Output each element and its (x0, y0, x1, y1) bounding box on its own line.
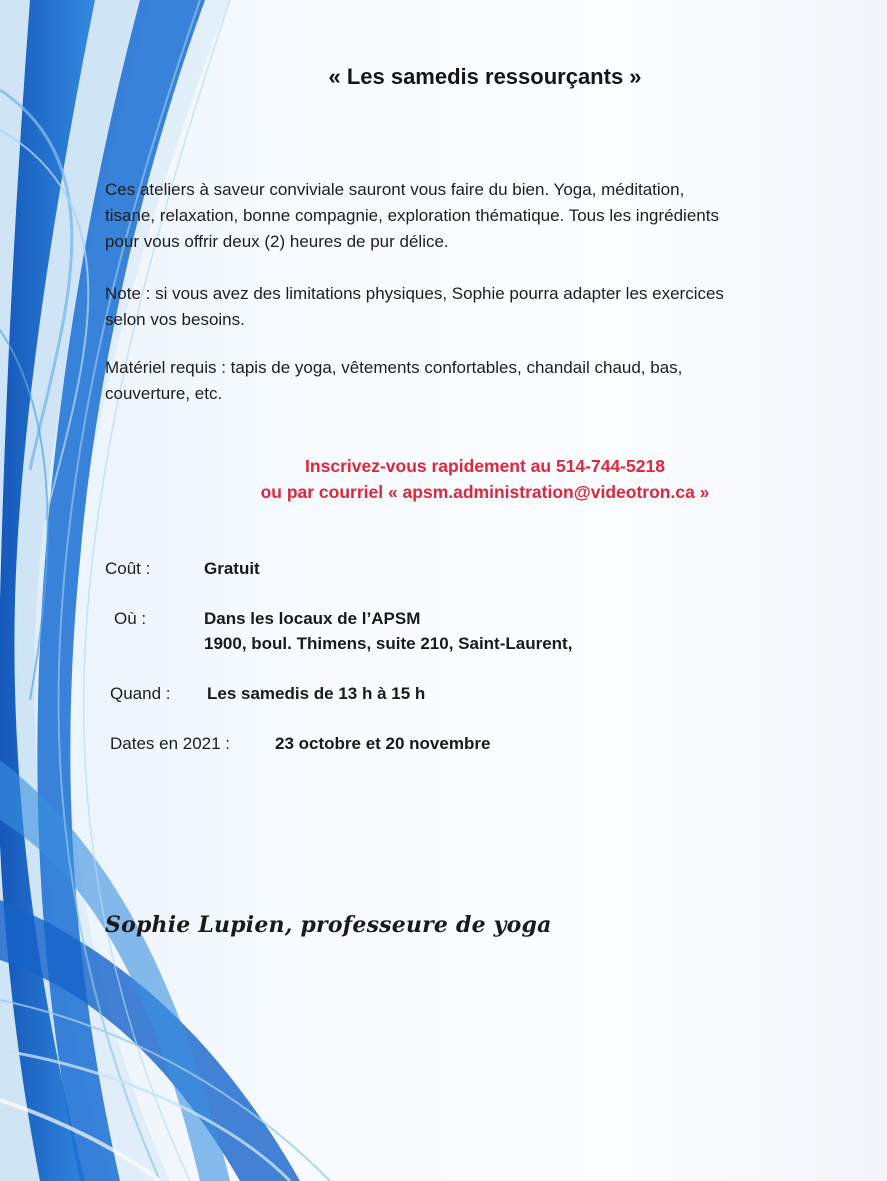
note-line-1: Note : si vous avez des limitations physiques, Sophie pourra adapter les exercices (105, 284, 724, 303)
cout-value: Gratuit (204, 559, 260, 578)
registration-phone: Inscrivez-vous rapidement au 514-744-5218 (305, 456, 665, 476)
signature: Sophie Lupien, professeure de yoga (105, 912, 552, 938)
materiel-paragraph (105, 355, 875, 407)
page-title: « Les samedis ressourçants » (328, 64, 642, 89)
quand-value: Les samedis de 13 h à 15 h (207, 684, 426, 703)
intro-line-3: pour vous offrir deux (2) heures de pur délice. (105, 232, 449, 251)
materiel-line-1: Matériel requis : tapis de yoga, vêtements confortables, chandail chaud, bas, (105, 358, 683, 377)
registration-email: ou par courriel « apsm.administration@videotron.ca » (260, 482, 710, 502)
intro-line-2: tisane, relaxation, bonne compagnie, exploration thématique. Tous les ingrédients (105, 206, 719, 225)
note-line-2: selon vos besoins. (105, 310, 245, 329)
ou-value-line-2: 1900, boul. Thimens, suite 210, Saint-Laurent, (204, 634, 573, 653)
note-paragraph (105, 281, 875, 333)
ou-label: Où : (114, 609, 147, 628)
cout-label: Coût : (105, 559, 151, 578)
dates-label: Dates en 2021 : (110, 734, 231, 753)
materiel-line-2: couverture, etc. (105, 384, 223, 403)
ou-value-line-1: Dans les locaux de l’APSM (204, 609, 421, 628)
dates-value: 23 octobre et 20 novembre (275, 734, 491, 753)
intro-line-1: Ces ateliers à saveur conviviale sauront vous faire du bien. Yoga, méditation, (105, 180, 685, 199)
quand-label: Quand : (110, 684, 171, 703)
intro-paragraph (105, 177, 875, 255)
